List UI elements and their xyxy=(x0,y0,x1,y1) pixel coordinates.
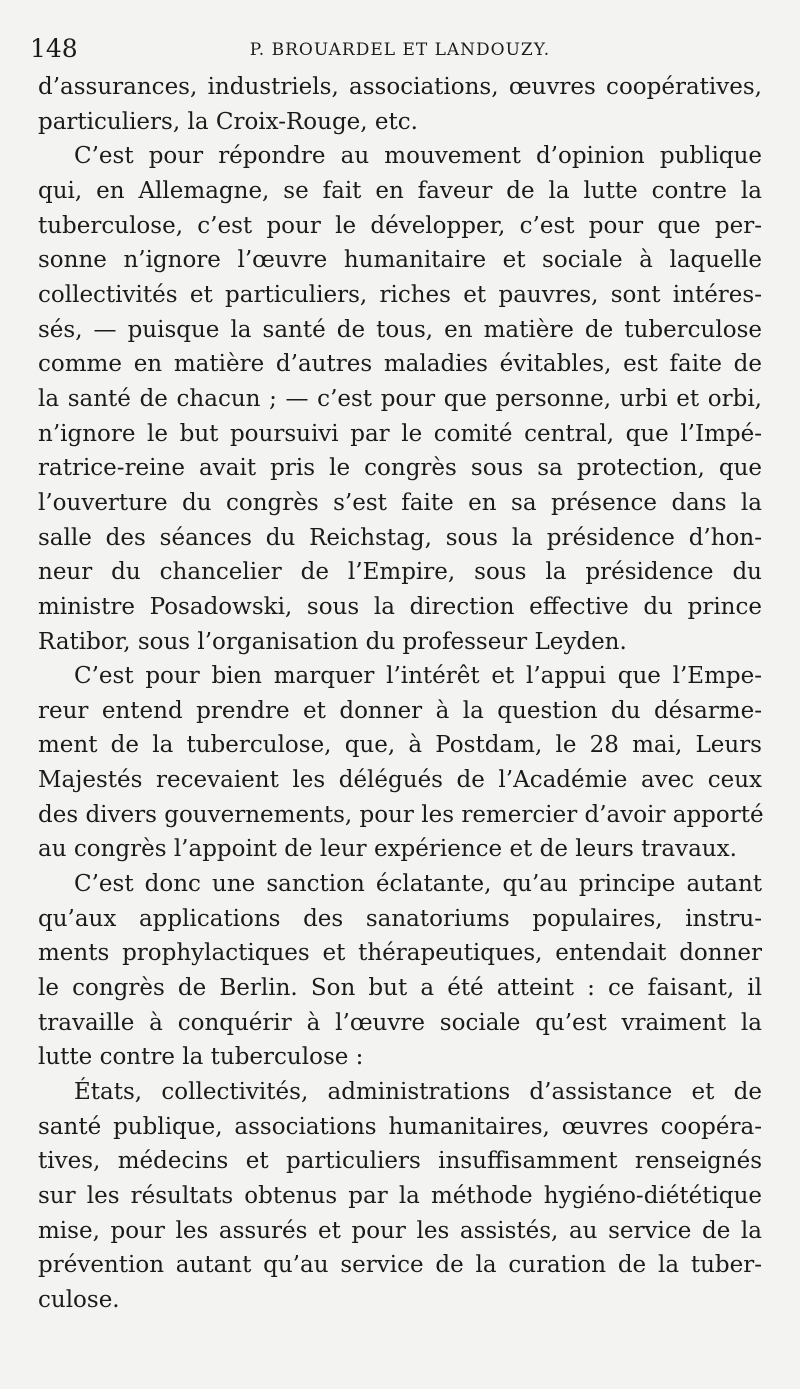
text-line: d’assurances, industriels, associations, œuvres coopératives, xyxy=(38,74,762,100)
text-line: le congrès de Berlin. Son but a été atteint : ce faisant, il xyxy=(38,975,762,1002)
text-line: sonne n’ignore l’œuvre humanitaire et sociale à laquelle xyxy=(38,247,762,274)
text-line: salle des séances du Reichstag, sous la présidence d’hon- xyxy=(38,524,762,551)
text-line: prévention autant qu’au service de la curation de la tuber- xyxy=(38,1252,762,1279)
text-line: tuberculose, c’est pour le développer, c’est pour que per- xyxy=(38,212,762,239)
text-line: C’est pour bien marquer l’intérêt et l’appui que l’Empe- xyxy=(74,663,762,690)
text-line: États, collectivités, administrations d’assistance et de xyxy=(74,1079,762,1106)
text-line: mise, pour les assurés et pour les assistés, au service de la xyxy=(38,1217,762,1244)
text-line: tives, médecins et particuliers insuffisamment renseignés xyxy=(38,1148,762,1175)
text-line: qui, en Allemagne, se fait en faveur de la lutte contre la xyxy=(38,177,762,204)
body-text xyxy=(38,70,762,1318)
page-number: 148 xyxy=(30,34,78,63)
text-line: l’ouverture du congrès s’est faite en sa présence dans la xyxy=(38,489,762,516)
text-line: qu’aux applications des sanatoriums populaires, instru- xyxy=(38,905,762,932)
text-line: particuliers, la Croix-Rouge, etc. xyxy=(38,108,418,135)
text-line: culose. xyxy=(38,1286,120,1313)
text-line: Majestés recevaient les délégués de l’Académie avec ceux xyxy=(38,767,762,794)
page-header xyxy=(30,34,770,64)
text-line: ministre Posadowski, sous la direction effective du prince xyxy=(38,593,762,620)
text-line: sés, — puisque la santé de tous, en matière de tuberculose xyxy=(38,316,762,343)
text-line: collectivités et particuliers, riches et pauvres, sont intéres- xyxy=(38,281,762,308)
text-line: santé publique, associations humanitaires, œuvres coopéra- xyxy=(38,1113,762,1140)
text-line: C’est pour répondre au mouvement d’opinion publique xyxy=(74,143,762,170)
text-line: ment de la tuberculose, que, à Postdam, le 28 mai, Leurs xyxy=(38,732,762,759)
text-line: au congrès l’appoint de leur expérience et de leurs travaux. xyxy=(38,836,737,863)
text-line: travaille à conquérir à l’œuvre sociale qu’est vraiment la xyxy=(38,1009,762,1036)
text-line: la santé de chacun ; — c’est pour que personne, urbi et orbi, xyxy=(38,385,762,412)
text-line: ratrice-reine avait pris le congrès sous sa protection, que xyxy=(38,455,762,482)
text-line: lutte contre la tuberculose : xyxy=(38,1044,364,1071)
text-line: ments prophylactiques et thérapeutiques, entendait donner xyxy=(38,940,762,967)
text-line: neur du chancelier de l’Empire, sous la présidence du xyxy=(38,559,762,586)
text-line: sur les résultats obtenus par la méthode hygiéno-diététique xyxy=(38,1183,762,1209)
text-line: comme en matière d’autres maladies évitables, est faite de xyxy=(38,351,762,378)
text-line: reur entend prendre et donner à la question du désarme- xyxy=(38,697,762,724)
text-line: Ratibor, sous l’organisation du professeur Leyden. xyxy=(38,628,627,655)
text-line: des divers gouvernements, pour les remercier d’avoir apporté xyxy=(38,801,764,828)
text-line: n’ignore le but poursuivi par le comité central, que l’Impé- xyxy=(38,420,762,447)
text-line: C’est donc une sanction éclatante, qu’au principe autant xyxy=(74,871,762,898)
running-head: P. BROUARDEL ET LANDOUZY. xyxy=(249,40,551,60)
